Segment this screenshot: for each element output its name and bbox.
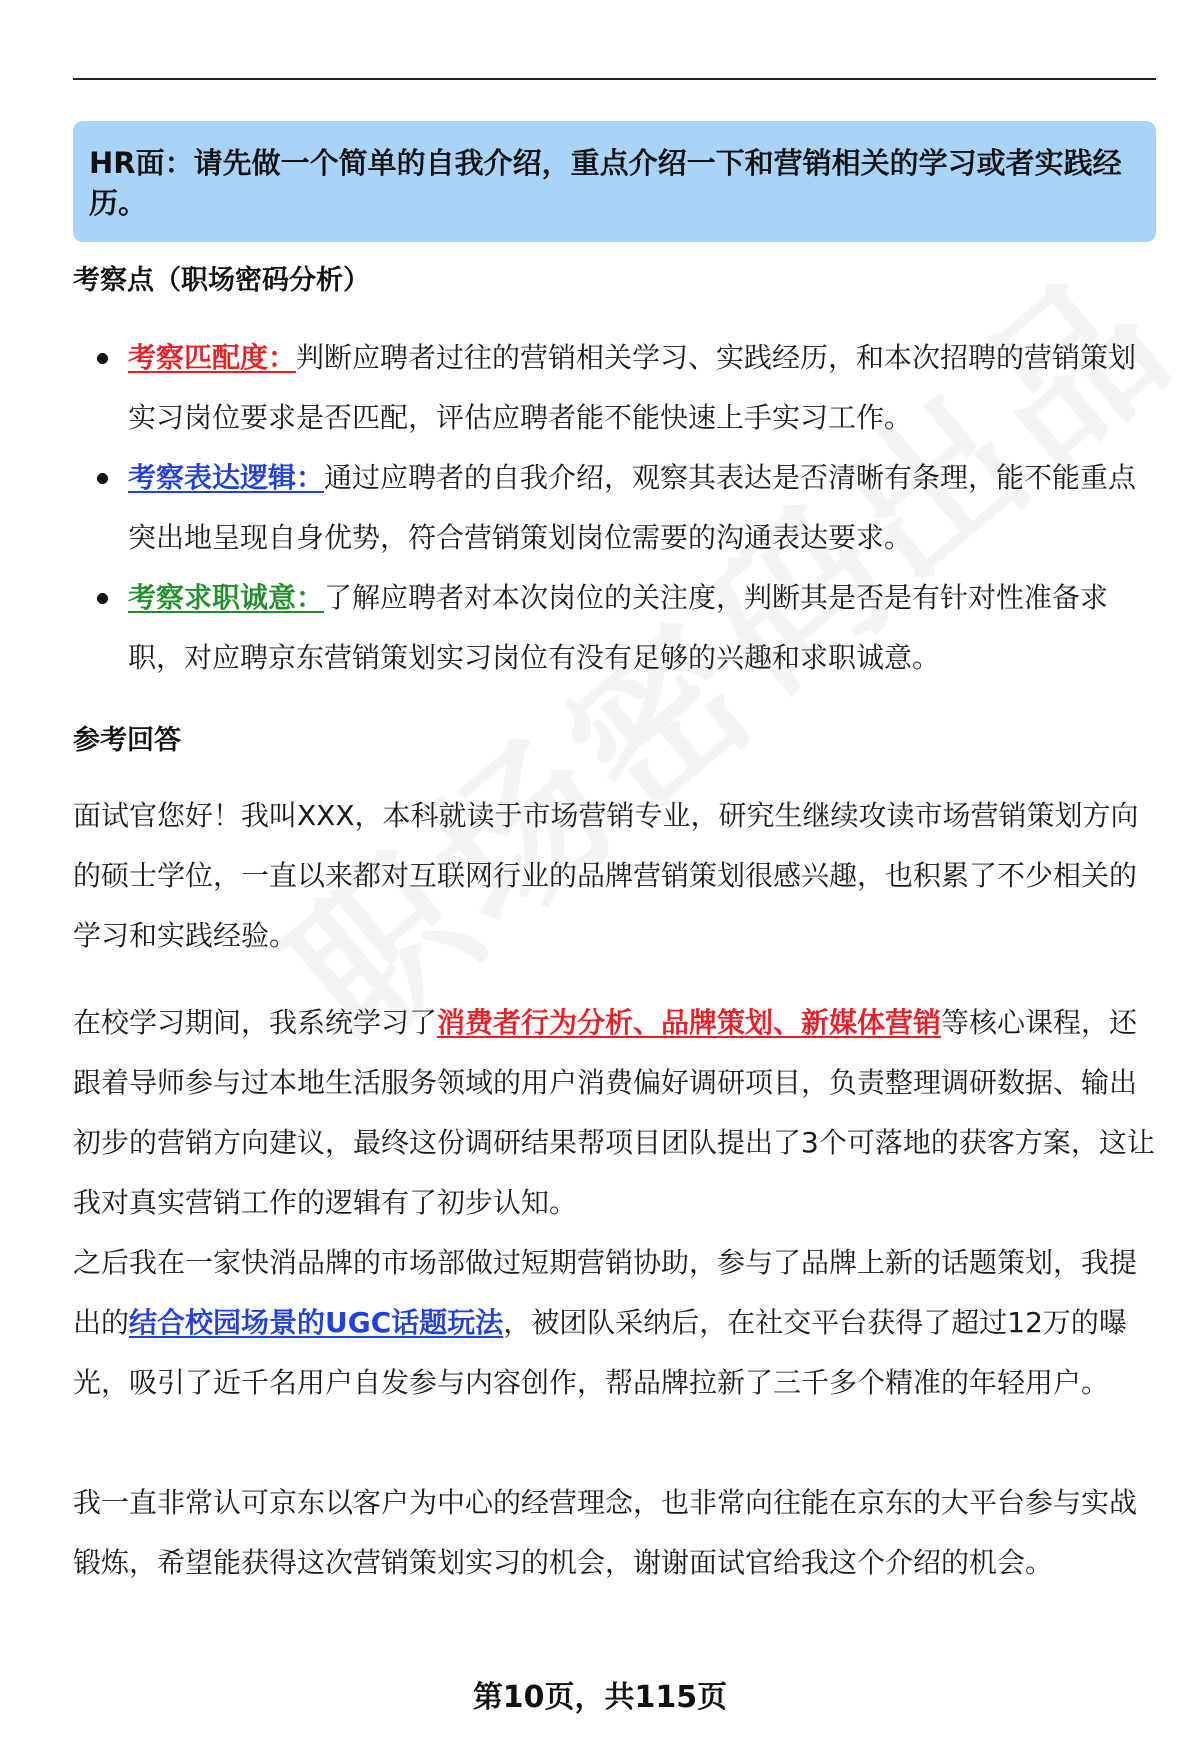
answer-paragraph-3: [73, 1233, 1163, 1413]
question-text: HR面：请先做一个简单的自我介绍，重点介绍一下和营销相关的学习或者实践经历。: [89, 146, 1122, 220]
list-item: [73, 568, 1156, 688]
answer-paragraph-4: 我一直非常认可京东以客户为中心的经营理念，也非常向往能在京东的大平台参与实战锻炼，希望能获得这次营销策划实习的机会，谢谢面试官给我这个介绍的机会。: [73, 1486, 1138, 1579]
paragraph-text: 在校学习期间，我系统学习了: [73, 1006, 438, 1039]
answer-paragraph-2: [73, 993, 1163, 1233]
list-item: [73, 448, 1156, 568]
highlight-ugc: 结合校园场景的UGC话题玩法: [129, 1306, 504, 1339]
top-divider: [73, 78, 1156, 80]
analysis-title: 考察点（职场密码分析）: [73, 265, 370, 296]
item-text: 通过应聘者的自我介绍，观察其表达是否清晰有条理，能不能重点突出地呈现自身优势，符合营销策划岗位需要的沟通表达要求。: [128, 461, 1137, 554]
item-text: 了解应聘者对本次岗位的关注度，判断其是否是有针对性准备求职，对应聘京东营销策划实习岗位有没有足够的兴趣和求职诚意。: [128, 581, 1109, 674]
item-text: 判断应聘者过往的营销相关学习、实践经历，和本次招聘的营销策划实习岗位要求是否匹配，评估应聘者能不能快速上手实习工作。: [128, 341, 1137, 434]
keyword-match: 考察匹配度：: [128, 341, 297, 374]
bullet-icon: [97, 353, 108, 364]
answer-title: 参考回答: [73, 725, 181, 756]
page-number: 第10页，共115页: [472, 1680, 728, 1715]
paragraph-text: ，被团队采纳后，在社交平台获得了超过12万的曝光，吸引了近千名用户自发参与内容创作，帮品牌拉新了三千多个精准的年轻用户。: [73, 1306, 1127, 1399]
analysis-list: [73, 328, 1156, 688]
paragraph-text: 之后我在一家快消品牌的市场部做过短期营销协助，参与了品牌上新的话题策划，我提出的: [73, 1246, 1138, 1339]
highlight-courses: 消费者行为分析、品牌策划、新媒体营销: [437, 1006, 942, 1039]
keyword-sincerity: 考察求职诚意：: [128, 581, 325, 614]
bullet-icon: [97, 593, 108, 604]
list-item: [73, 328, 1156, 448]
answer-paragraph-1: 面试官您好！我叫XXX，本科就读于市场营销专业，研究生继续攻读市场营销策划方向的硕士学位，一直以来都对互联网行业的品牌营销策划很感兴趣，也积累了不少相关的学习和实践经验。: [73, 799, 1139, 952]
paragraph-text: 等核心课程，还跟着导师参与过本地生活服务领域的用户消费偏好调研项目，负责整理调研数据、输出初步的营销方向建议，最终这份调研结果帮项目团队提出了3个可落地的获客方案，这让我对真实营销工作的逻辑有了初步认知。: [73, 1006, 1155, 1219]
keyword-logic: 考察表达逻辑：: [128, 461, 325, 494]
bullet-icon: [97, 473, 108, 484]
question-box: [73, 121, 1156, 242]
